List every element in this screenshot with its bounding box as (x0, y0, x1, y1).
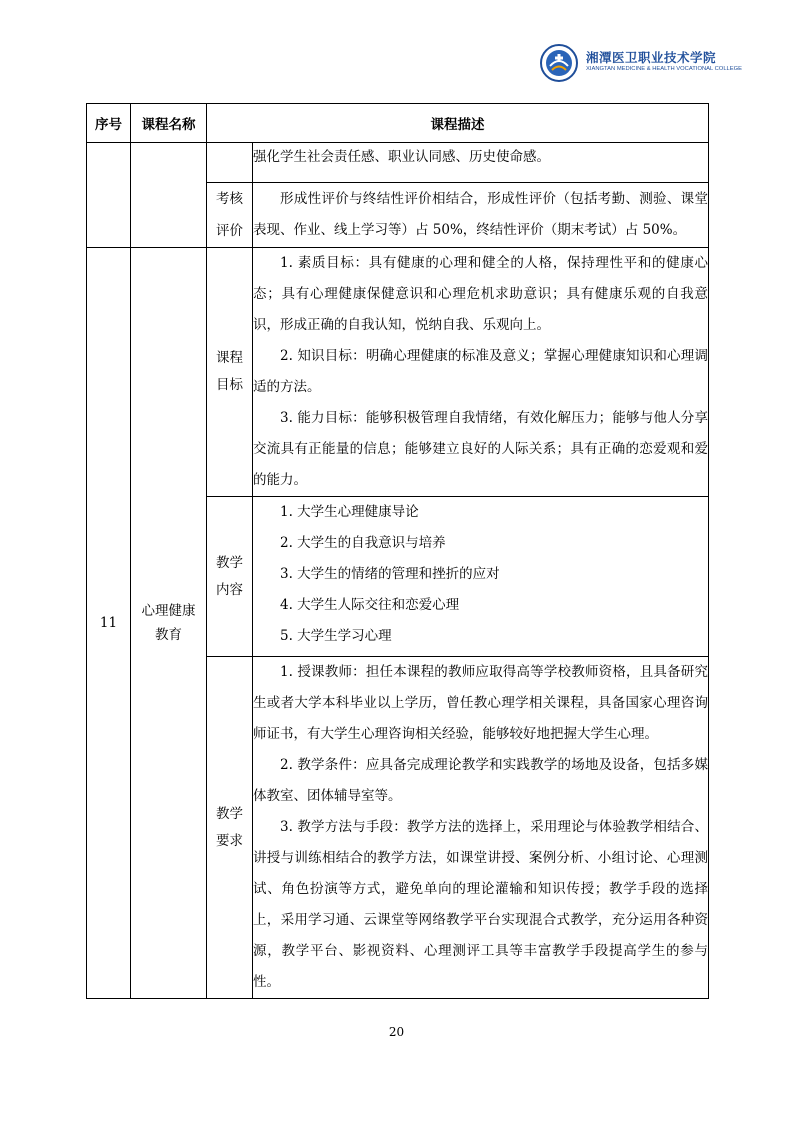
req-item: 3. 教学方法与手段：教学方法的选择上，采用理论与体验教学相结合、讲授与训练相结合的教学方法，如课堂讲授、案例分析、小组讨论、心理测试、角色扮演等方式，避免单向的理论灌输和知识传授；教学手段的选择上，采用学习通、云课堂等网络教学平台实现混合式教学，充分运用各种资源，教学平台、影视资料、心理测评工具等丰富教学手段提高学生的参与性。 (253, 819, 708, 990)
goal-label (207, 248, 253, 497)
assess-text: 形成性评价与终结性评价相结合，形成性评价（包括考勤、测验、课堂表现、作业、线上学习等）占 50%，终结性评价（期末考试）占 50%。 (253, 191, 708, 238)
req-item: 2. 教学条件：应具备完成理论教学和实践教学的场地及设备，包括多媒体教室、团体辅导室等。 (253, 757, 708, 804)
college-name-en: XIANGTAN MEDICINE & HEALTH VOCATIONAL COLLEGE (586, 66, 743, 72)
col-header-name: 课程名称 (131, 104, 207, 143)
content-label-line1: 教学 (216, 554, 243, 571)
req-label-line2: 要求 (216, 832, 243, 849)
goal-label-line1: 课程 (216, 350, 243, 366)
content-item: 1. 大学生心理健康导论 (280, 504, 419, 520)
content-desc-cell (253, 497, 709, 657)
goal-desc-cell (253, 248, 709, 497)
course-name-cell (131, 248, 207, 999)
course-no: 11 (87, 248, 131, 999)
goal-item: 3. 能力目标：能够积极管理自我情绪，有效化解压力；能够与他人分享交流具有正能量的信息；能够建立良好的人际关系；具有正确的恋爱观和爱的能力。 (253, 410, 708, 488)
college-name-cn: 湘潭医卫职业技术学院 (586, 50, 717, 65)
goal-item: 2. 知识目标：明确心理健康的标准及意义；掌握心理健康知识和心理调适的方法。 (253, 348, 708, 395)
table-row (87, 143, 709, 183)
continued-text: 强化学生社会责任感、职业认同感、历史使命感。 (253, 149, 550, 165)
goal-label-line2: 目标 (216, 377, 243, 393)
prev-label-cell (207, 143, 253, 183)
content-item: 4. 大学生人际交往和恋爱心理 (280, 597, 460, 613)
col-header-no: 序号 (87, 104, 131, 143)
table-header-row (87, 104, 709, 143)
prev-desc-cell (253, 143, 709, 183)
req-item: 1. 授课教师：担任本课程的教师应取得高等学校教师资格，且具备研究生或者大学本科毕业以上学历，曾任教心理学相关课程，具备国家心理咨询师证书，有大学生心理咨询相关经验，能够较好地把握大学生心理。 (253, 664, 708, 742)
course-name-line2: 教育 (155, 627, 182, 643)
content-label (207, 497, 253, 657)
goal-item: 1. 素质目标：具有健康的心理和健全的人格，保持理性平和的健康心态；具有心理健康保健意识和心理危机求助意识；具有健康乐观的自我意识，形成正确的自我认知，悦纳自我、乐观向上。 (253, 255, 708, 333)
course-name-line1: 心理健康 (141, 603, 196, 619)
assess-label (207, 183, 253, 248)
content-item: 2. 大学生的自我意识与培养 (280, 535, 446, 551)
content-item: 3. 大学生的情绪的管理和挫折的应对 (280, 566, 500, 582)
col-header-desc: 课程描述 (207, 104, 709, 143)
content-item: 5. 大学生学习心理 (280, 628, 392, 644)
course-table (86, 103, 709, 999)
assess-label-line2: 评价 (216, 223, 243, 239)
table-row (87, 248, 709, 497)
prev-course-name-cell (131, 143, 207, 248)
req-label (207, 657, 253, 999)
assess-desc-cell (253, 183, 709, 248)
prev-course-no-cell (87, 143, 131, 248)
assess-label-line1: 考核 (216, 191, 243, 207)
content-label-line2: 内容 (216, 581, 243, 598)
req-label-line1: 教学 (216, 805, 243, 822)
req-desc-cell (253, 657, 709, 999)
college-logo (540, 44, 743, 84)
page-number: 20 (388, 1025, 405, 1039)
college-emblem-icon (540, 44, 578, 82)
